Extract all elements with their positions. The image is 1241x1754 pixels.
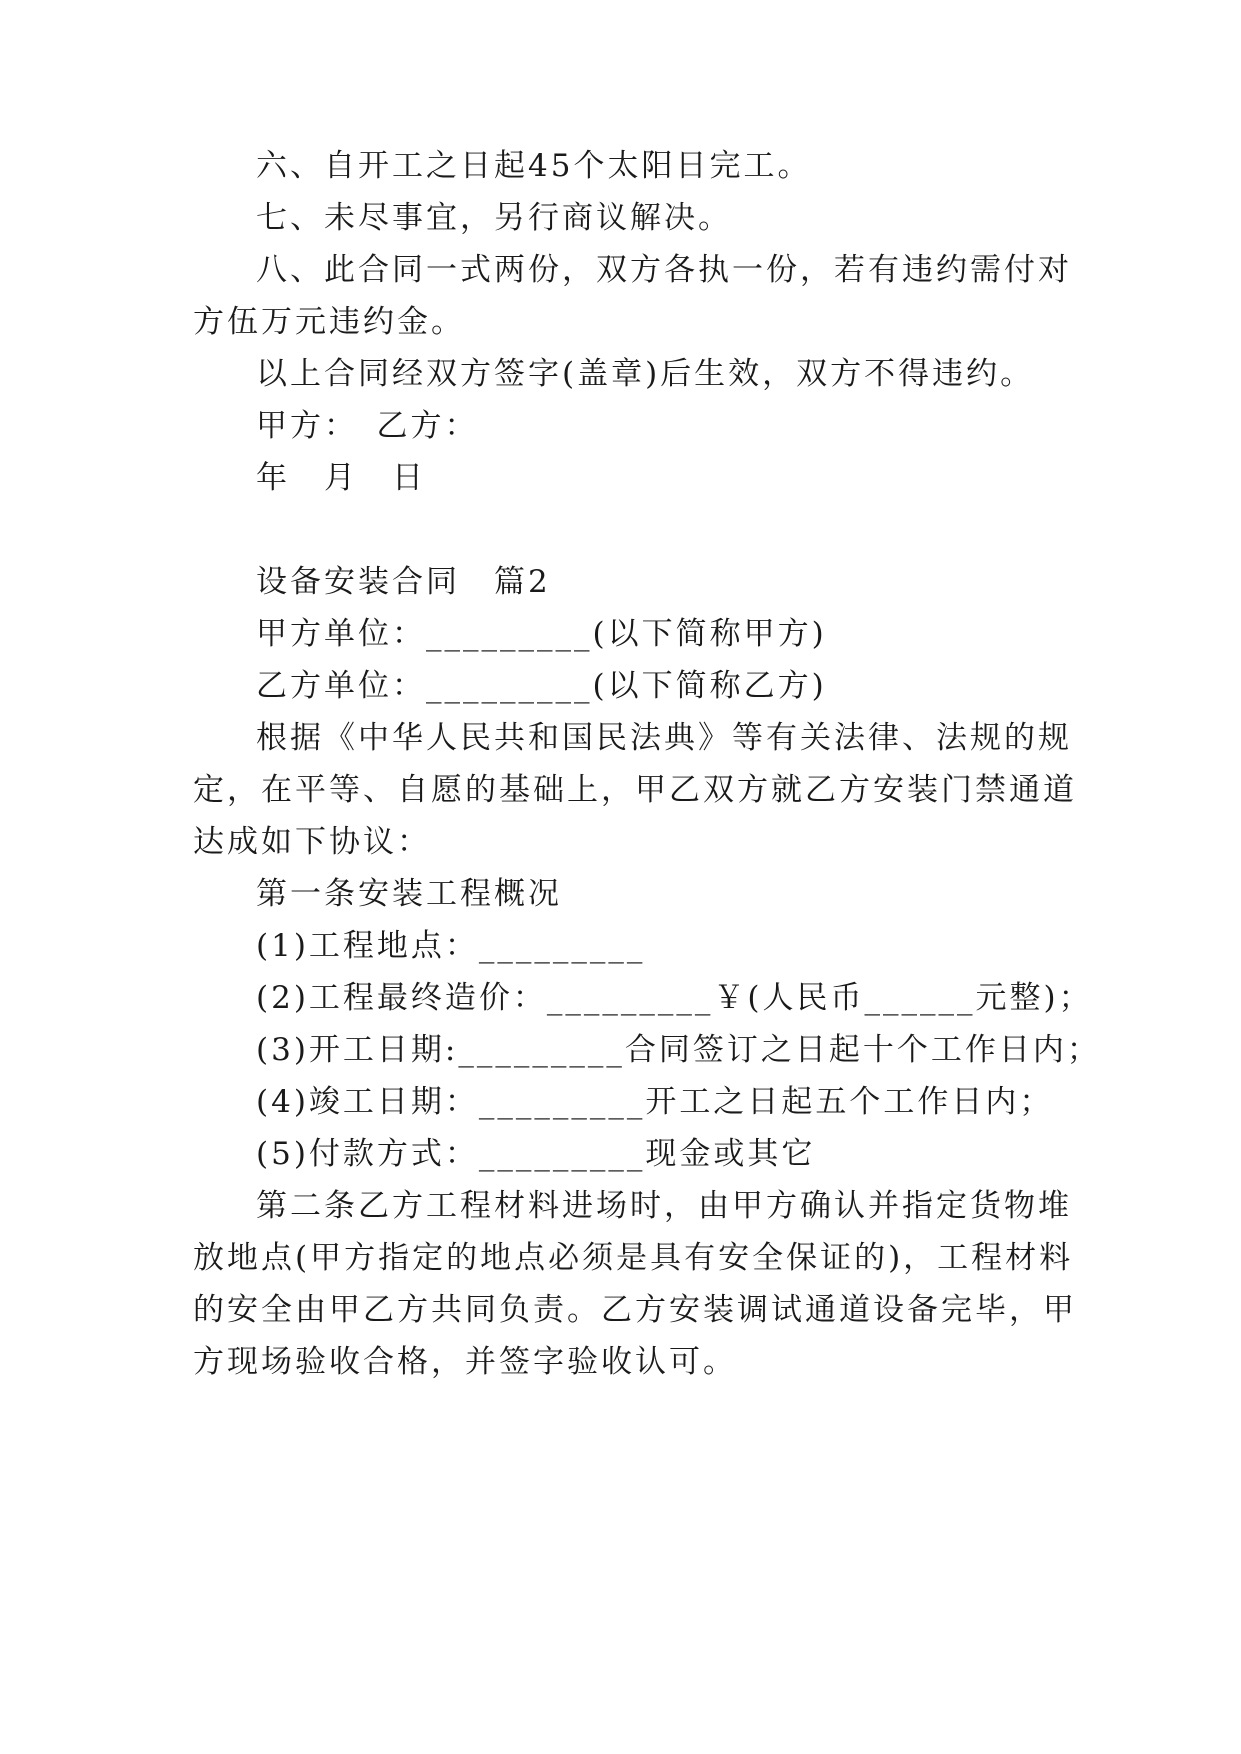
effective-clause: 以上合同经双方签字(盖章)后生效，双方不得违约。 bbox=[256, 356, 1035, 392]
item-2-price: (2)工程最终造价：_________￥(人民币______元整)； bbox=[256, 980, 1093, 1016]
signature-date: 年 月 日 bbox=[256, 460, 426, 496]
article-2-line-1: 第二条乙方工程材料进场时，由甲方确认并指定货物堆 bbox=[256, 1188, 1072, 1224]
party-a-unit: 甲方单位：_________(以下简称甲方) bbox=[256, 616, 827, 652]
party-b-unit: 乙方单位：_________(以下简称乙方) bbox=[256, 668, 827, 704]
article-1-title: 第一条安装工程概况 bbox=[256, 876, 562, 912]
clause-6: 六、自开工之日起45个太阳日完工。 bbox=[256, 148, 812, 184]
signature-parties: 甲方： 乙方： bbox=[256, 408, 479, 444]
preamble-line-1: 根据《中华人民共和国民法典》等有关法律、法规的规 bbox=[256, 720, 1072, 756]
preamble-line-2: 定，在平等、自愿的基础上，甲乙双方就乙方安装门禁通道 bbox=[193, 772, 1077, 808]
item-1-location: (1)工程地点：_________ bbox=[256, 928, 646, 964]
clause-8-line-2: 方伍万元违约金。 bbox=[193, 304, 465, 340]
article-2-line-3: 的安全由甲乙方共同负责。乙方安装调试通道设备完毕，甲 bbox=[193, 1292, 1077, 1328]
item-3-start-date: (3)开工日期:_________合同签订之日起十个工作日内； bbox=[256, 1032, 1101, 1068]
article-2-line-2: 放地点(甲方指定的地点必须是具有安全保证的)，工程材料 bbox=[193, 1240, 1074, 1276]
article-2-line-4: 方现场验收合格，并签字验收认可。 bbox=[193, 1344, 737, 1380]
preamble-line-3: 达成如下协议： bbox=[193, 824, 431, 860]
clause-7: 七、未尽事宜，另行商议解决。 bbox=[256, 200, 732, 236]
item-4-completion-date: (4)竣工日期：_________开工之日起五个工作日内； bbox=[256, 1084, 1054, 1120]
clause-8-line-1: 八、此合同一式两份，双方各执一份，若有违约需付对 bbox=[256, 252, 1072, 288]
item-5-payment: (5)付款方式：_________现金或其它 bbox=[256, 1136, 816, 1172]
section-title: 设备安装合同 篇2 bbox=[256, 564, 551, 600]
